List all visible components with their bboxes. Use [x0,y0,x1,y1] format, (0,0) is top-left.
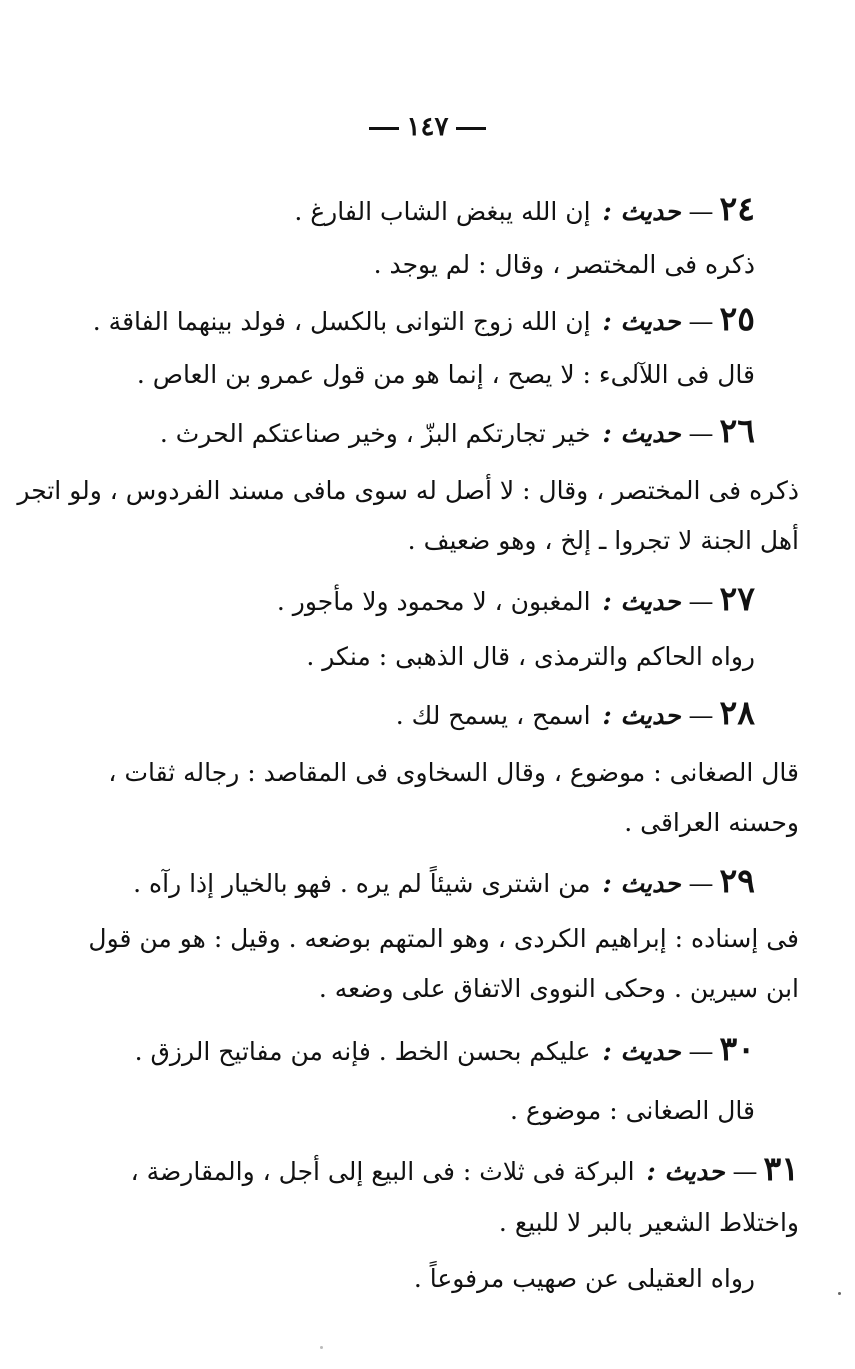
commentary-line: فى إسناده : إبراهيم الكردى ، وهو المتهم بوضعه . وقيل : هو من قول [88,924,799,953]
print-speck [838,1292,841,1295]
hadith-text: اسمح ، يسمح لك . [395,701,591,730]
commentary-line: ذكره فى المختصر ، وقال : لا أصل له سوى مافى مسند الفردوس ، ولو اتجر [17,476,799,505]
page-number [0,112,855,142]
hadith-keyword: حديث : [602,587,681,616]
hadith-line [294,189,755,229]
dash: — [688,197,714,226]
hadith-text: خير تجارتكم البزّ ، وخير صناعتكم الحرث . [159,419,591,448]
dash: — [732,1157,758,1186]
commentary-line: قال الصغانى : موضوع ، وقال السخاوى فى المقاصد : رجاله ثقات ، [108,758,799,787]
commentary-line: وحسنه العراقى . [624,808,799,837]
dash-left [369,127,399,130]
hadith-line [276,579,755,619]
print-speck [320,1346,323,1349]
commentary-line: رواه الحاكم والترمذى ، قال الذهبى : منكر . [306,642,755,671]
hadith-keyword: حديث : [602,419,681,448]
hadith-keyword: حديث : [602,869,681,898]
hadith-line [133,861,755,901]
hadith-text: البركة فى ثلاث : فى البيع إلى أجل ، والمقارضة ، [130,1157,635,1186]
hadith-text: من اشترى شيئاً لم يره . فهو بالخيار إذا رآه . [133,869,591,898]
dash: — [688,1037,714,1066]
hadith-number: ٢٧ [719,579,755,618]
hadith-number: ٢٩ [719,861,755,900]
dash: — [688,701,714,730]
hadith-line [159,411,755,451]
commentary-line: ذكره فى المختصر ، وقال : لم يوجد . [373,250,755,279]
hadith-number: ٢٨ [719,693,755,732]
dash: — [688,419,714,448]
commentary-line: واختلاط الشعير بالبر لا للبيع . [498,1208,799,1237]
hadith-keyword: حديث : [602,701,681,730]
hadith-number: ٣٠ [719,1029,755,1068]
hadith-number: ٢٦ [719,411,755,450]
hadith-line [92,299,755,339]
commentary-line: قال الصغانى : موضوع . [510,1096,755,1125]
dash: — [688,869,714,898]
hadith-text: المغبون ، لا محمود ولا مأجور . [276,587,591,616]
hadith-text: عليكم بحسن الخط . فإنه من مفاتيح الرزق . [134,1037,591,1066]
hadith-number: ٢٤ [719,189,755,228]
page-number-value: ١٤٧ [406,112,449,142]
hadith-text: إن الله زوج التوانى بالكسل ، فولد بينهما الفاقة . [92,307,591,336]
hadith-line [134,1029,755,1069]
dash-right [456,127,486,130]
dash: — [688,307,714,336]
dash: — [688,587,714,616]
commentary-line: أهل الجنة لا تجروا ـ إلخ ، وهو ضعيف . [407,526,799,555]
hadith-keyword: حديث : [602,307,681,336]
hadith-line [130,1149,799,1189]
hadith-keyword: حديث : [646,1157,725,1186]
hadith-line [395,693,755,733]
hadith-keyword: حديث : [602,1037,681,1066]
hadith-number: ٢٥ [719,299,755,338]
hadith-text: إن الله يبغض الشاب الفارغ . [294,197,591,226]
commentary-line: ابن سيرين . وحكى النووى الاتفاق على وضعه . [318,974,799,1003]
hadith-number: ٣١ [763,1149,799,1188]
commentary-line: رواه العقيلى عن صهيب مرفوعاً . [413,1264,755,1293]
commentary-line: قال فى اللآلىء : لا يصح ، إنما هو من قول عمرو بن العاص . [136,360,755,389]
hadith-keyword: حديث : [602,197,681,226]
